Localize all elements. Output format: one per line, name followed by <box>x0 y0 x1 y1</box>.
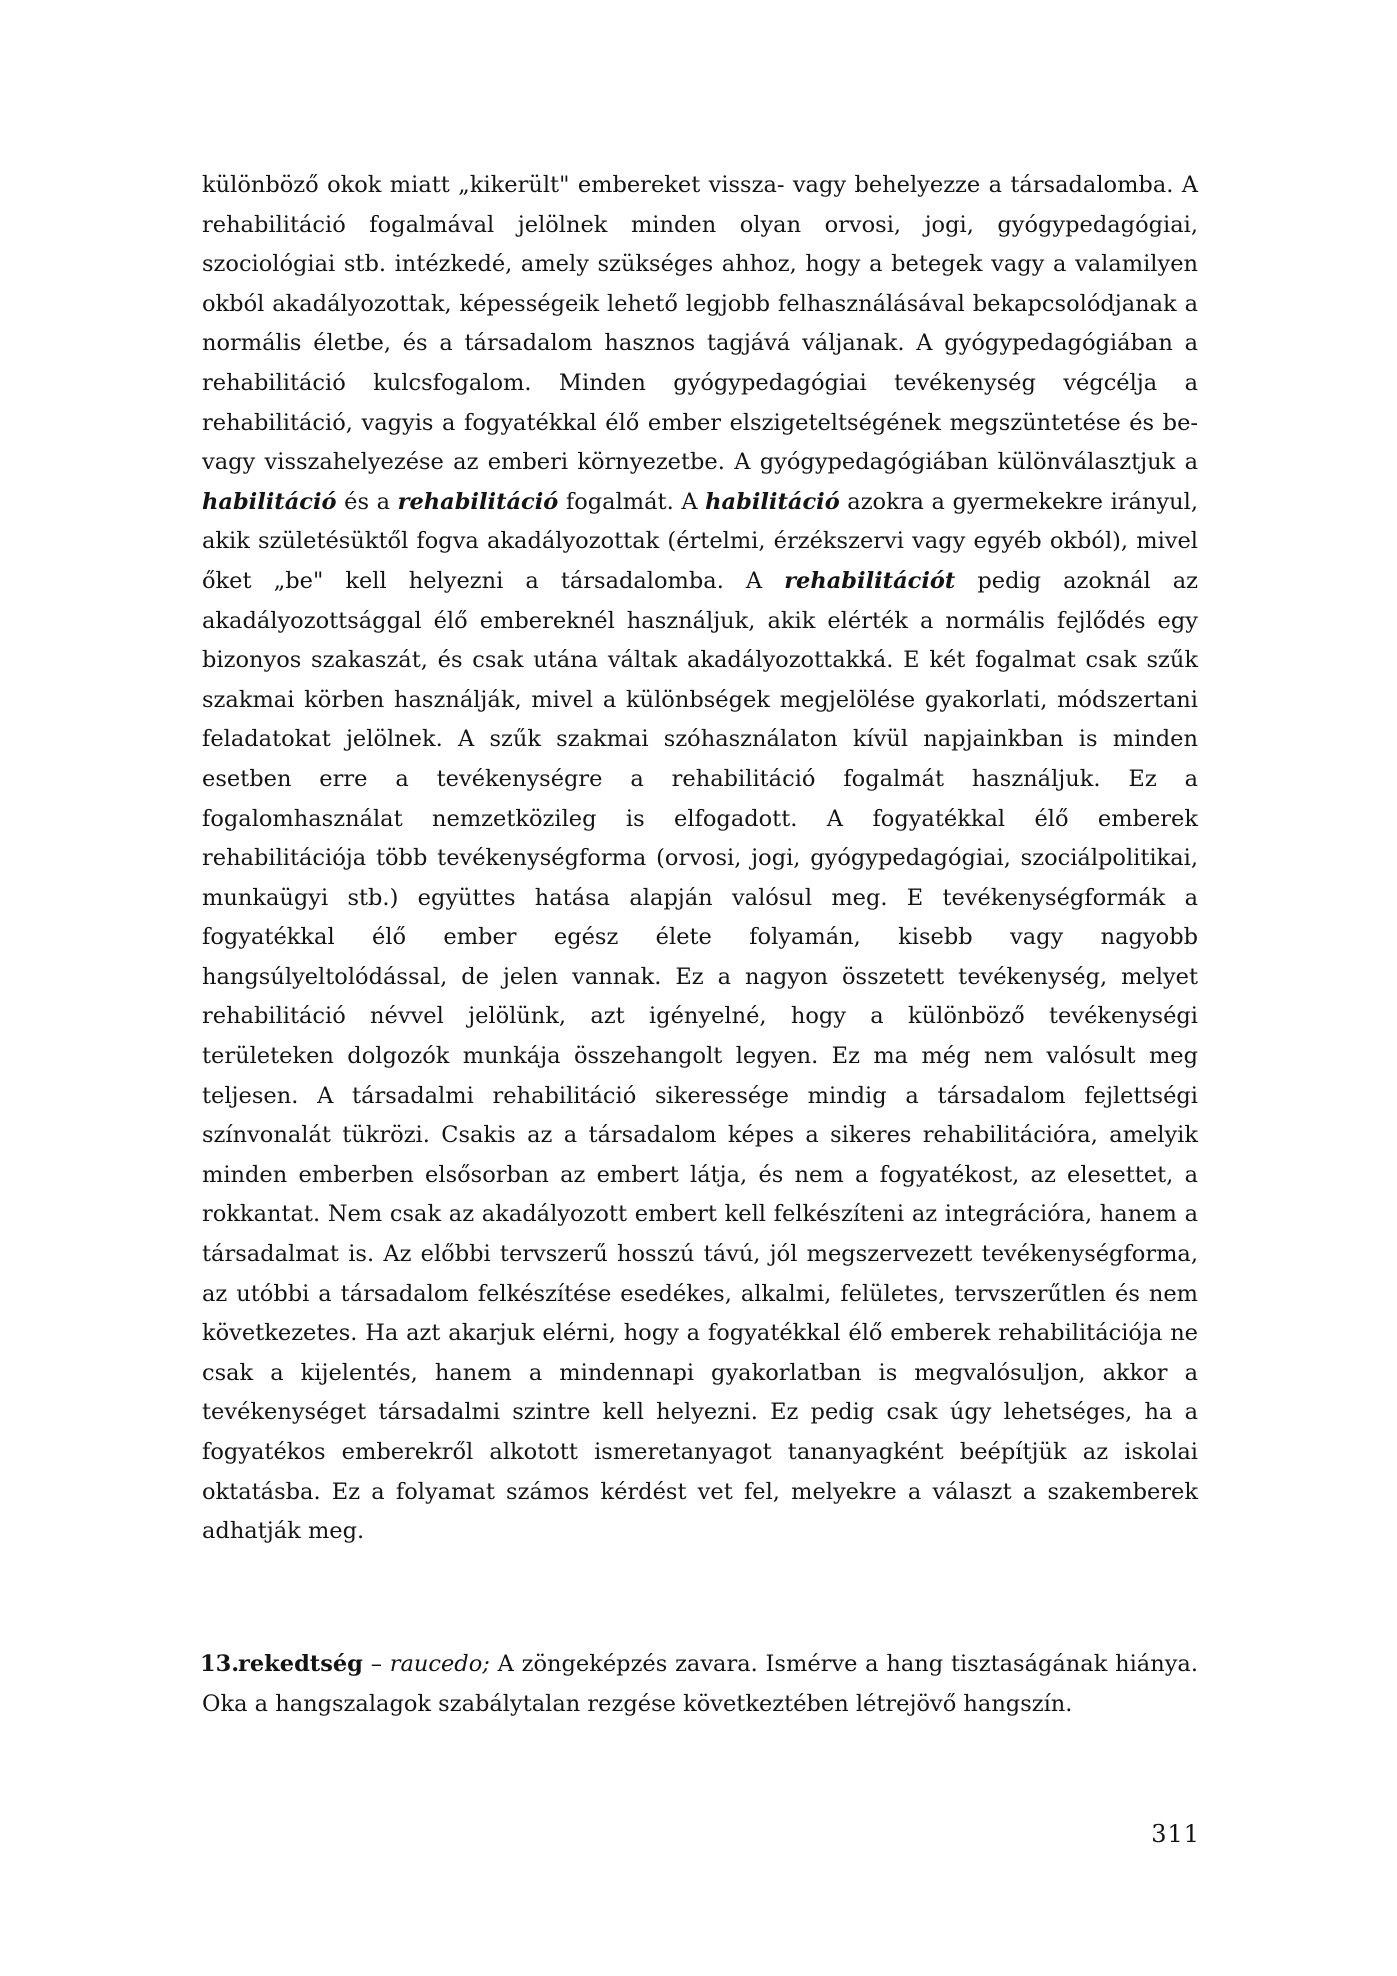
entry-latin-term: raucedo; <box>389 1651 490 1677</box>
page-number: 311 <box>1151 1820 1200 1848</box>
paragraph-text-2: és a <box>336 488 398 515</box>
entry-dash: – <box>362 1651 390 1677</box>
paragraph-text-1: különböző okok miatt „kikerült" embereket vissza- vagy behelyezze a társadalomba. A rehabilitáció fogalmával jelölnek minden olyan orvosi, jogi, gyógypedagógiai, szociológiai stb. intézkedé, amely szükséges ahhoz, hogy a betegek vagy a valamilyen okból akadályozottak, képességeik lehető legjobb felhasználásával bekapcsolódjanak a normális életbe, és a társadalom hasznos tagjává váljanak. A gyógypedagógiában a rehabilitáció kulcsfogalom. Minden gyógypedagógiai tevékenység végcélja a rehabilitáció, vagyis a fogyatékkal élő ember elszigeteltségének megszüntetése és be- vagy visszahelyezése az emberi környezetbe. A gyógypedagógiában különválasztjuk a <box>202 172 1198 476</box>
entry-definition: A zöngeképzés zavara. Ismérve a hang tisztaságának hiánya. Oka a hangszalagok szabálytalan rezgése következtében létrejövő hangszín. <box>202 1651 1198 1717</box>
body-paragraph <box>202 166 1198 1552</box>
dictionary-entry <box>202 1645 1198 1724</box>
term-rehabilitaciot: rehabilitációt <box>784 567 956 594</box>
entry-number: 13. <box>200 1651 240 1677</box>
paragraph-text-3: fogalmát. A <box>558 488 706 515</box>
term-habilitacio: habilitáció <box>202 488 337 515</box>
paragraph-text-4: azokra a gyermekekre irányul, akik születésüktől fogva akadályozottak (értelmi, érzékszervi vagy egyéb okból), mivel őket „be" kell helyezni a társadalomba. A <box>202 488 1198 594</box>
paragraph-text-5: pedig azoknál az akadályozottsággal élő embereknél használjuk, akik elérték a normális fejlődés egy bizonyos szakaszát, és csak utána váltak akadályozottakká. E két fogalmat csak szűk szakmai körben használják, mivel a különbségek megjelölése gyakorlati, módszertani feladatokat jelölnek. A szűk szakmai szóhasználaton kívül napjainkban is minden esetben erre a tevékenységre a rehabilitáció fogalmát használjuk. Ez a fogalomhasználat nemzetközileg is elfogadott. A fogyatékkal élő emberek rehabilitációja több tevékenységforma (orvosi, jogi, gyógypedagógiai, szociálpolitikai, munkaügyi stb.) együttes hatása alapján valósul meg. E tevékenységformák a fogyatékkal élő ember egész élete folyamán, kisebb vagy nagyobb hangsúlyeltolódással, de jelen vannak. Ez a nagyon összetett tevékenység, melyet rehabilitáció névvel jelölünk, azt igényelné, hogy a különböző tevékenységi területeken dolgozók munkája összehangolt legyen. Ez ma még nem valósult meg teljesen. A társadalmi rehabilitáció sikeressége mindig a társadalom fejlettségi színvonalát tükrözi. Csakis az a társadalom képes a sikeres rehabilitációra, amelyik minden emberben elsősorban az embert látja, és nem a fogyatékost, az elesettet, a rokkantat. Nem csak az akadályozott embert kell felkészíteni az integrációra, hanem a társadalmat is. Az előbbi tervszerű hosszú távú, jól megszervezett tevékenységforma, az utóbbi a társadalom felkészítése esedékes, alkalmi, felületes, tervszerűtlen és nem következetes. Ha azt akarjuk elérni, hogy a fogyatékkal élő emberek rehabilitációja ne csak a kijelentés, hanem a mindennapi gyakorlatban is megvalósuljon, akkor a tevékenységet társadalmi szintre kell helyezni. Ez pedig csak úgy lehetséges, ha a fogyatékos emberekről alkotott ismeretanyagot tananyagként beépítjük az iskolai oktatásba. Ez a folyamat számos kérdést vet fel, melyekre a választ a szakemberek adhatják meg. <box>202 567 1198 1545</box>
term-habilitacio-second: habilitáció <box>705 488 840 515</box>
term-rehabilitacio: rehabilitáció <box>397 488 559 515</box>
entry-term: rekedtség <box>238 1651 363 1677</box>
